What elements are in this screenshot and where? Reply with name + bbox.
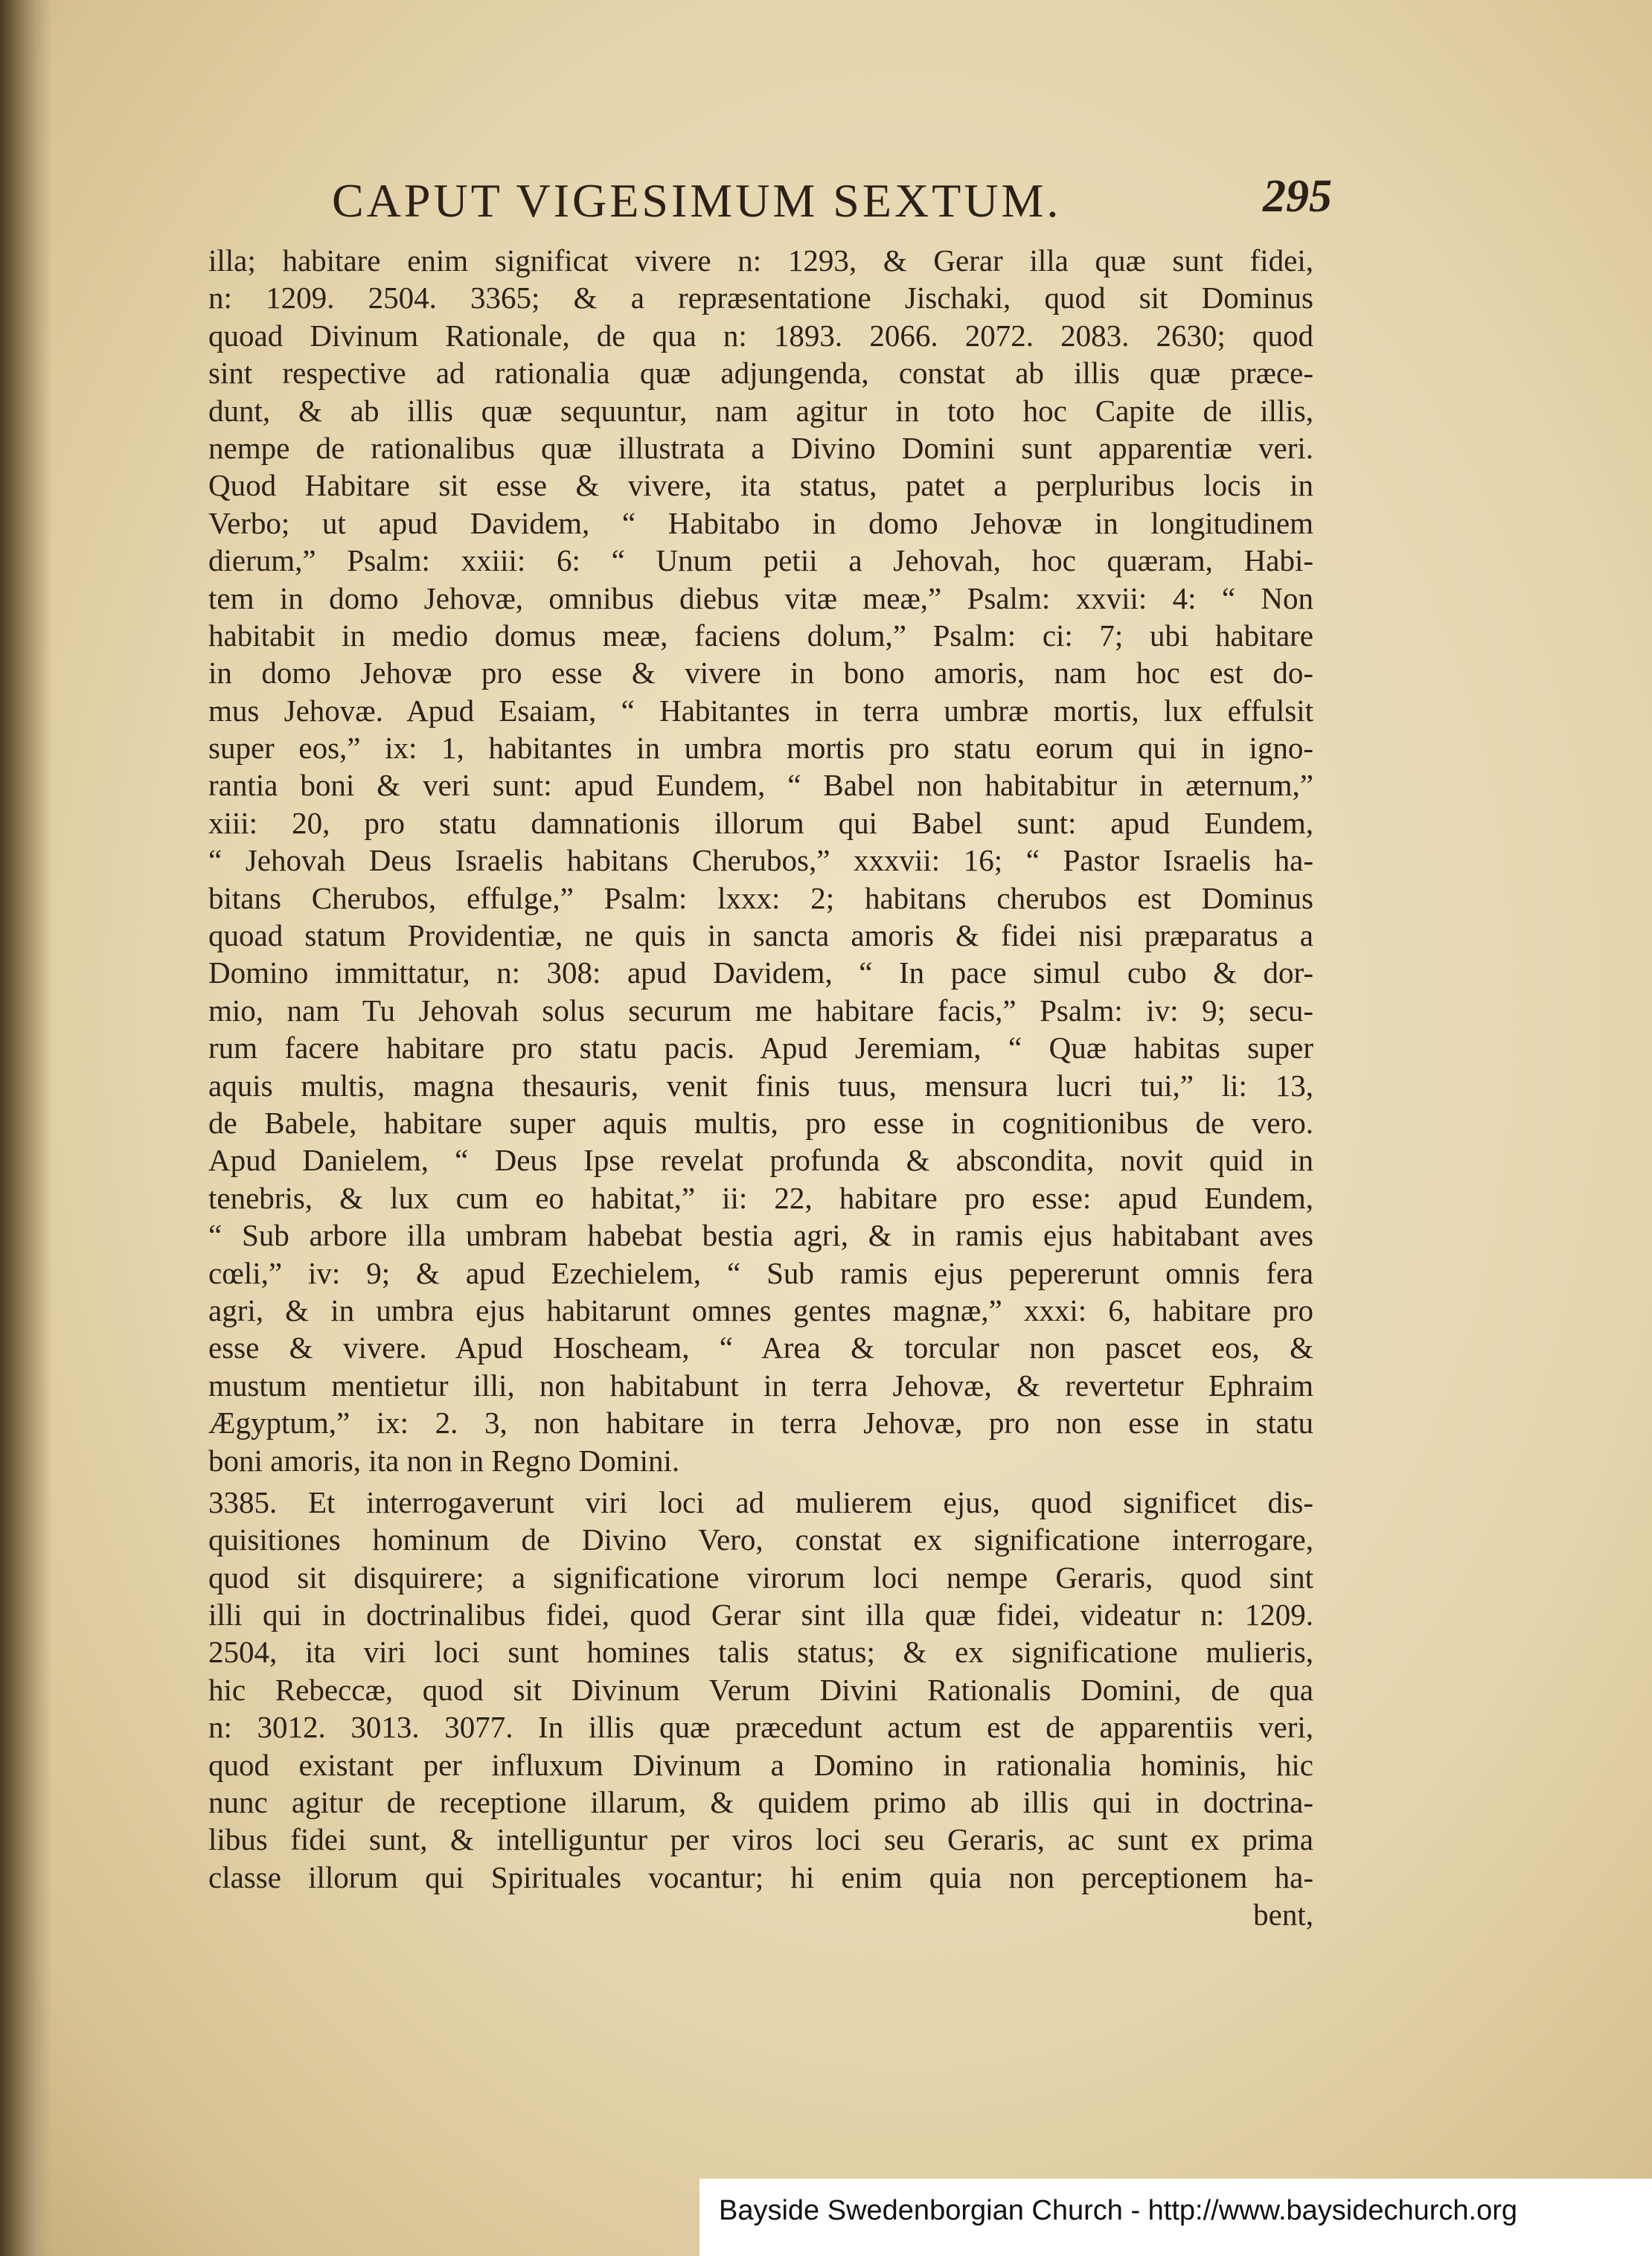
text-line: nempe de rationalibus quæ illustrata a Divino Domini sunt apparentiæ veri.	[208, 430, 1313, 465]
paragraph-1	[208, 242, 1313, 1479]
text-line: cœli,” iv: 9; & apud Ezechielem, “ Sub ramis ejus pepererunt omnis fera	[208, 1255, 1313, 1290]
text-line: Domino immittatur, n: 308: apud Davidem, “ In pace simul cubo & dor-	[208, 955, 1313, 990]
text-line: rantia boni & veri sunt: apud Eundem, “ Babel non habitabitur in æternum,”	[208, 768, 1313, 803]
running-head	[320, 160, 1332, 242]
text-line: illi qui in doctrinalibus fidei, quod Gerar sint illa quæ fidei, videatur n: 1209.	[208, 1598, 1313, 1632]
binding-gutter	[0, 0, 52, 2256]
text-line: Ægyptum,” ix: 2. 3, non habitare in terra Jehovæ, pro non esse in statu	[208, 1406, 1313, 1441]
text-line: “ Jehovah Deus Israelis habitans Cherubos,” xxxvii: 16; “ Pastor Israelis ha-	[208, 843, 1313, 878]
text-line: Verbo; ut apud Davidem, “ Habitabo in domo Jehovæ in longitudinem	[208, 505, 1313, 540]
text-line: n: 3012. 3013. 3077. In illis quæ præcedunt actum est de apparentiis veri,	[208, 1710, 1313, 1745]
text-line: quisitiones hominum de Divino Vero, constat ex significatione interrogare,	[208, 1522, 1313, 1557]
text-line: quod sit disquirere; a significatione virorum loci nempe Geraris, quod sint	[208, 1560, 1313, 1595]
text-line: dierum,” Psalm: xxiii: 6: “ Unum petii a Jehovah, hoc quæram, Habi-	[208, 543, 1313, 578]
text-line: esse & vivere. Apud Hoscheam, “ Area & torcular non pascet eos, &	[208, 1330, 1313, 1365]
text-line: 2504, ita viri loci sunt homines talis status; & ex significatione mulieris,	[208, 1635, 1313, 1670]
text-line: sint respective ad rationalia quæ adjungenda, constat ab illis quæ præce-	[208, 356, 1313, 391]
text-line: illa; habitare enim significat vivere n: 1293, & Gerar illa quæ sunt fidei,	[208, 243, 1313, 278]
watermark-text[interactable]: Bayside Swedenborgian Church - http://www.baysidechurch.org	[719, 2195, 1518, 2226]
text-line: tenebris, & lux cum eo habitat,” ii: 22, habitare pro esse: apud Eundem,	[208, 1180, 1313, 1215]
text-line: classe illorum qui Spirituales vocantur; hi enim quia non perceptionem ha-	[208, 1859, 1313, 1894]
paragraph-3385	[208, 1484, 1313, 1896]
text-line: quod existant per influxum Divinum a Domino in rationalia hominis, hic	[208, 1747, 1313, 1782]
text-line: habitabit in medio domus meæ, faciens dolum,” Psalm: ci: 7; ubi habitare	[208, 618, 1313, 653]
watermark-banner	[699, 2179, 1652, 2256]
text-line: libus fidei sunt, & intelliguntur per viros loci seu Geraris, ac sunt ex prima	[208, 1822, 1313, 1857]
text-line: aquis multis, magna thesauris, venit finis tuus, mensura lucri tui,” li: 13,	[208, 1068, 1313, 1103]
running-title: CAPUT VIGESIMUM SEXTUM.	[332, 174, 1062, 227]
text-line: Apud Danielem, “ Deus Ipse revelat profunda & abscondita, novit quid in	[208, 1143, 1313, 1178]
catchword: bent,	[1253, 1897, 1313, 1932]
text-line: dunt, & ab illis quæ sequuntur, nam agitur in toto hoc Capite de illis,	[208, 393, 1313, 428]
text-line: mus Jehovæ. Apud Esaiam, “ Habitantes in terra umbræ mortis, lux effulsit	[208, 693, 1313, 728]
text-line: n: 1209. 2504. 3365; & a repræsentatione Jischaki, quod sit Dominus	[208, 281, 1313, 315]
text-line: quoad Divinum Rationale, de qua n: 1893. 2066. 2072. 2083. 2630; quod	[208, 318, 1313, 353]
text-line: “ Sub arbore illa umbram habebat bestia agri, & in ramis ejus habitabant aves	[208, 1218, 1313, 1253]
text-line: hic Rebeccæ, quod sit Divinum Verum Divini Rationalis Domini, de qua	[208, 1672, 1313, 1707]
text-line: tem in domo Jehovæ, omnibus diebus vitæ meæ,” Psalm: xxvii: 4: “ Non	[208, 580, 1313, 615]
text-line: mio, nam Tu Jehovah solus securum me habitare facis,” Psalm: iv: 9; secu-	[208, 993, 1313, 1028]
text-line: nunc agitur de receptione illarum, & quidem primo ab illis qui in doctrina-	[208, 1785, 1313, 1820]
text-line: quoad statum Providentiæ, ne quis in sancta amoris & fidei nisi præparatus a	[208, 918, 1313, 953]
text-line: mustum mentietur illi, non habitabunt in terra Jehovæ, & revertetur Ephraim	[208, 1368, 1313, 1403]
text-line: boni amoris, ita non in Regno Domini.	[208, 1443, 680, 1478]
text-line: bitans Cherubos, effulge,” Psalm: lxxx: 2; habitans cherubos est Dominus	[208, 880, 1313, 915]
text-line: in domo Jehovæ pro esse & vivere in bono amoris, nam hoc est do-	[208, 656, 1313, 690]
text-line: super eos,” ix: 1, habitantes in umbra mortis pro statu eorum qui in igno-	[208, 731, 1313, 766]
text-line: agri, & in umbra ejus habitarunt omnes gentes magnæ,” xxxi: 6, habitare pro	[208, 1292, 1313, 1327]
body-text	[208, 242, 1313, 1934]
page-number: 295	[1263, 171, 1332, 222]
text-line: rum facere habitare pro statu pacis. Apud Jeremiam, “ Quæ habitas super	[208, 1031, 1313, 1065]
text-line: Quod Habitare sit esse & vivere, ita status, patet a perpluribus locis in	[208, 468, 1313, 503]
text-line: de Babele, habitare super aquis multis, pro esse in cognitionibus de vero.	[208, 1105, 1313, 1140]
text-line: 3385. Et interrogaverunt viri loci ad mulierem ejus, quod significet dis-	[208, 1484, 1313, 1519]
text-line: xiii: 20, pro statu damnationis illorum qui Babel sunt: apud Eundem,	[208, 805, 1313, 840]
